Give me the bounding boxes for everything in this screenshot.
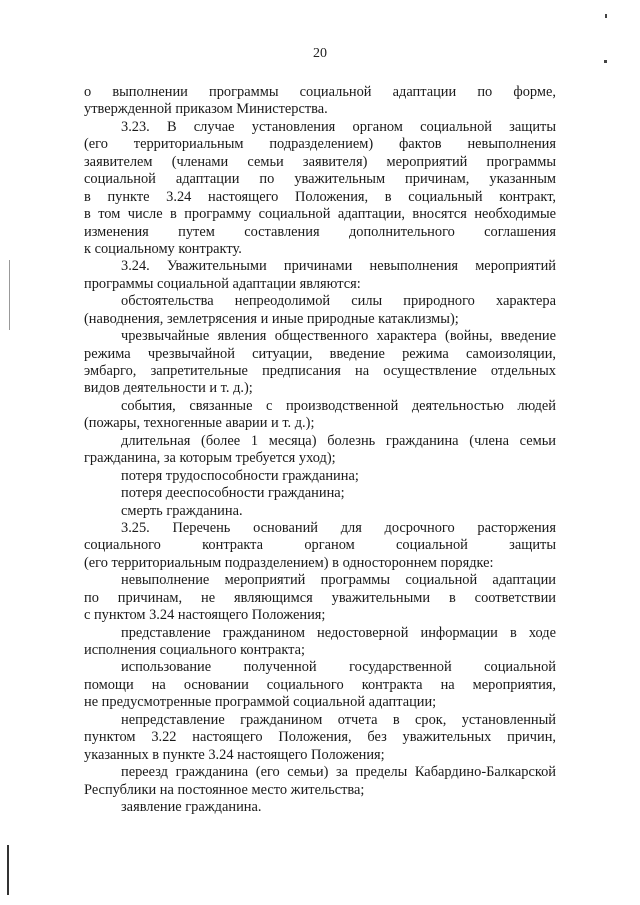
text-line: 3.25. Перечень оснований для досрочного расторжения	[121, 519, 556, 536]
text-line: о выполнении программы социальной адаптации по форме,	[84, 84, 556, 100]
binding-line	[9, 260, 10, 330]
text-line: заявление гражданина.	[121, 798, 262, 815]
text-line: потеря трудоспособности гражданина;	[121, 467, 359, 484]
text-line: социального контракта органом социальной защиты	[84, 537, 556, 554]
text-line: 3.23. В случае установления органом социальной защиты	[121, 118, 556, 135]
text-line: 3.24. Уважительными причинами невыполнения мероприятий	[121, 258, 556, 275]
text-line: по причинам, не являющимся уважительными в соответствии	[84, 589, 556, 606]
text-line: изменения путем составления дополнительного соглашения	[84, 223, 556, 240]
text-line: к социальному контракту.	[84, 240, 242, 257]
text-line: Республики на постоянное место жительства;	[84, 781, 365, 798]
text-line: невыполнение мероприятий программы социальной адаптации	[121, 572, 556, 589]
text-line: с пунктом 3.24 настоящего Положения;	[84, 607, 326, 624]
text-line: события, связанные с производственной деятельностью людей	[121, 397, 556, 414]
text-line: представление гражданином недостоверной информации в ходе	[121, 624, 556, 641]
text-line: указанных в пункте 3.24 настоящего Положения;	[84, 746, 385, 763]
text-line: потеря дееспособности гражданина;	[121, 485, 345, 502]
text-line: использование полученной государственной социальной	[121, 659, 556, 676]
scan-mark	[604, 60, 607, 63]
text-line: утвержденной приказом Министерства.	[84, 101, 328, 118]
page-number: 20	[313, 46, 327, 61]
document-body	[84, 84, 556, 816]
text-line: непредставление гражданином отчета в срок, установленный	[121, 711, 556, 728]
text-line: в том числе в программу социальной адаптации, вносятся необходимые	[84, 206, 556, 223]
binding-line	[7, 845, 9, 895]
text-line: гражданина, за которым требуется уход);	[84, 450, 336, 467]
text-line: чрезвычайные явления общественного характера (войны, введение	[121, 328, 556, 345]
text-line: заявителем (членами семьи заявителя) мероприятий программы	[84, 153, 556, 170]
text-line: исполнения социального контракта;	[84, 642, 306, 658]
text-line: (пожары, техногенные аварии и т. д.);	[84, 415, 315, 432]
text-line: переезд гражданина (его семьи) за пределы Кабардино-Балкарской	[121, 764, 556, 781]
text-line: видов деятельности и т. д.);	[84, 380, 253, 397]
text-line: пунктом 3.22 настоящего Положения, без уважительных причин,	[84, 729, 556, 746]
text-line: режима чрезвычайной ситуации, введение режима самоизоляции,	[84, 345, 556, 362]
text-line: (наводнения, землетрясения и иные природные катаклизмы);	[84, 310, 459, 327]
text-line: помощи на основании социального контракта на мероприятия,	[84, 676, 556, 693]
text-line: смерть гражданина.	[121, 502, 243, 519]
text-line: в пункте 3.24 настоящего Положения, в социальный контракт,	[84, 188, 556, 205]
text-line: (его территориальным подразделением) в одностороннем порядке:	[84, 554, 494, 571]
text-line: эмбарго, запретительные предписания на осуществление отдельных	[84, 363, 556, 379]
scan-mark	[605, 14, 607, 18]
text-line: не предусмотренные программой социальной адаптации;	[84, 694, 437, 711]
text-line: (его территориальным подразделением) фактов невыполнения	[84, 136, 556, 153]
text-line: программы социальной адаптации являются:	[84, 275, 361, 292]
text-line: социальной адаптации по уважительным причинам, указанным	[84, 171, 556, 188]
text-line: длительная (более 1 месяца) болезнь гражданина (члена семьи	[121, 432, 556, 449]
text-line: обстоятельства непреодолимой силы природного характера	[121, 293, 556, 310]
